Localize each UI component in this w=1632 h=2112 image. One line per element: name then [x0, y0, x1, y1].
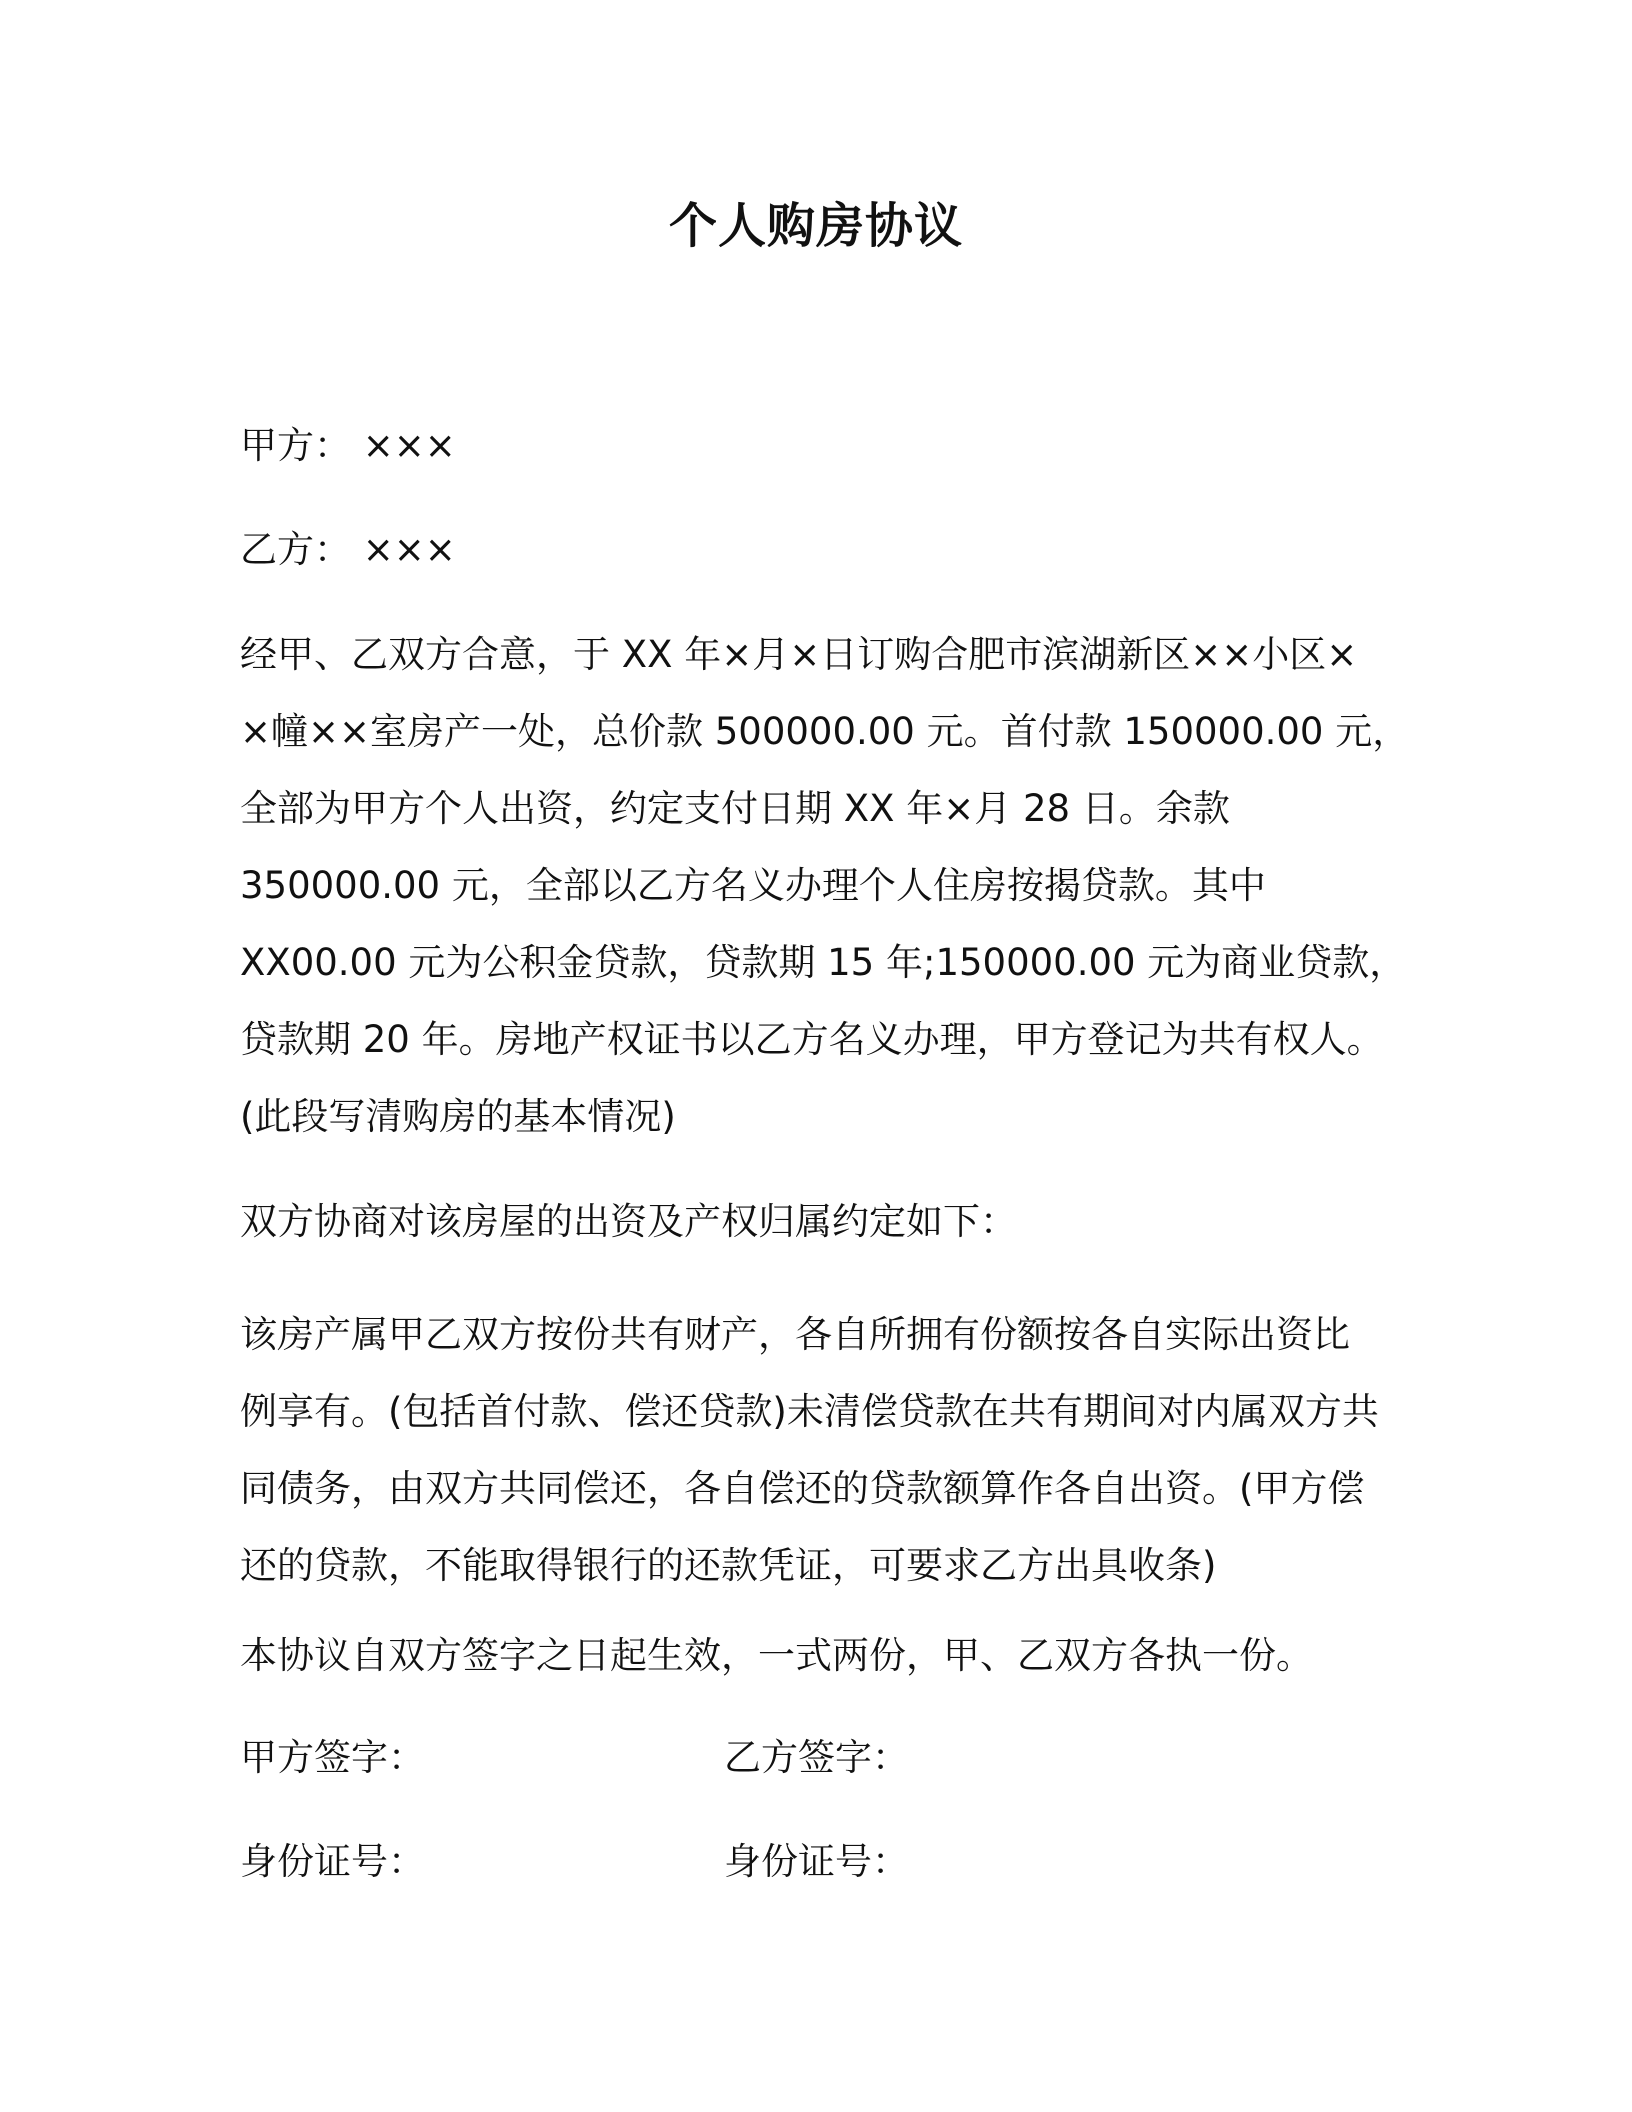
paragraph-line: 经甲、乙双方合意，于 XX 年×月×日订购合肥市滨湖新区××小区× — [240, 633, 1358, 676]
paragraph-line: 贷款期 20 年。房地产权证书以乙方名义办理，甲方登记为共有权人。 — [240, 1018, 1384, 1061]
paragraph-line: 同债务，由双方共同偿还，各自偿还的贷款额算作各自出资。(甲方偿 — [240, 1467, 1365, 1510]
paragraph-line: 该房产属甲乙双方按份共有财产，各自所拥有份额按各自实际出资比 — [240, 1313, 1350, 1356]
party-b-signature-label: 乙方签字： — [724, 1736, 909, 1779]
paragraph-note: (此段写清购房的基本情况) — [240, 1095, 676, 1138]
paragraph-line: ×幢××室房产一处，总价款 500000.00 元。首付款 150000.00 元， — [240, 710, 1410, 753]
party-a-signature-label: 甲方签字： — [240, 1736, 425, 1779]
paragraph-line: 例享有。(包括首付款、偿还贷款)未清偿贷款在共有期间对内属双方共 — [240, 1390, 1379, 1433]
party-b-line: 乙方： ××× — [240, 528, 456, 571]
agreement-intro: 双方协商对该房屋的出资及产权归属约定如下： — [240, 1200, 1017, 1243]
document-title: 个人购房协议 — [668, 198, 963, 254]
party-b-id-label: 身份证号： — [724, 1840, 909, 1883]
effectiveness-clause: 本协议自双方签字之日起生效，一式两份，甲、乙双方各执一份。 — [240, 1634, 1313, 1677]
paragraph-line: 还的贷款，不能取得银行的还款凭证，可要求乙方出具收条) — [240, 1544, 1217, 1587]
paragraph-line: XX00.00 元为公积金贷款，贷款期 15 年;150000.00 元为商业贷款， — [240, 941, 1407, 984]
purchase-details-paragraph — [240, 616, 1420, 1155]
party-a-id-label: 身份证号： — [240, 1840, 425, 1883]
paragraph-line: 全部为甲方个人出资，约定支付日期 XX 年×月 28 日。余款 — [240, 787, 1230, 830]
ownership-terms-paragraph — [240, 1296, 1420, 1604]
party-a-line: 甲方： ××× — [240, 424, 456, 467]
paragraph-line: 350000.00 元，全部以乙方名义办理个人住房按揭贷款。其中 — [240, 864, 1266, 907]
